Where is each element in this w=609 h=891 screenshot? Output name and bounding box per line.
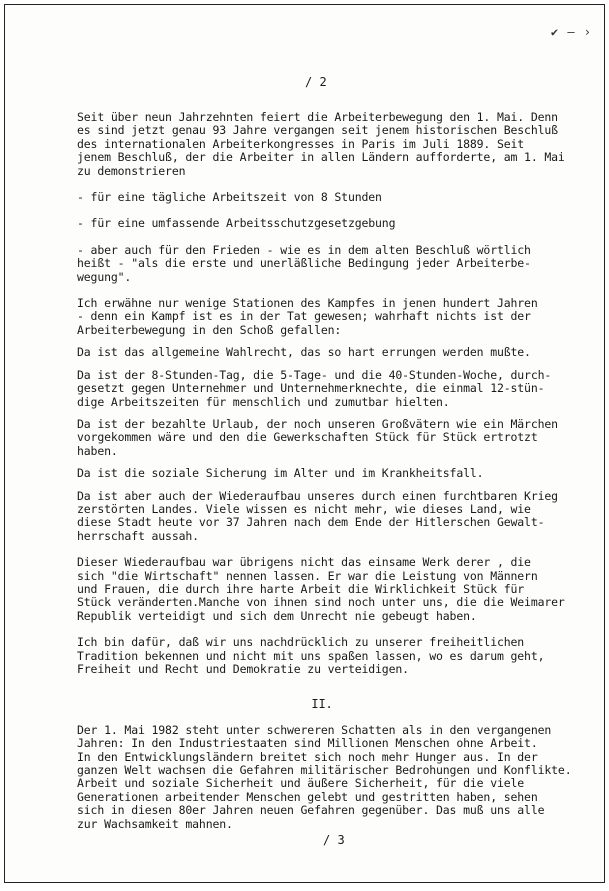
paragraph: Da ist die soziale Sicherung im Alter und im Krankheitsfall. <box>77 466 484 481</box>
paragraph: Da ist der bezahlte Urlaub, der noch unseren Großvätern wie ein Märchen vorgekommen wäre und den die Gewerkschaften Stück für Stück ertrotzt haben. <box>77 416 558 458</box>
corner-handwritten-mark: ✔ — › <box>550 25 592 39</box>
page-number: / 2 <box>305 75 327 89</box>
next-page-number: / 3 <box>323 833 345 847</box>
document-body <box>77 111 607 840</box>
paragraph: Da ist der 8-Stunden-Tag, die 5-Tage- und die 40-Stunden-Woche, durch- gesetzt gegen Unternehmer und Unternehmerknechte, die einmal 12-stün- dige Arbeitszeiten für menschlich und zumutbar hielten. <box>77 367 552 409</box>
document-page <box>4 4 605 883</box>
paragraph: Ich bin dafür, daß wir uns nachdrücklich zu unserer freiheitlichen Tradition bekennen und nicht mit uns spaßen lassen, wo es darum geht, Freiheit und Recht und Demokratie zu verteidigen. <box>77 635 545 676</box>
paragraph: Ich erwähne nur wenige Stationen des Kampfes in jenen hundert Jahren - denn ein Kampf ist es in der Tat gewesen; wahrhaft nichts ist der Arbeiterbewegung in den Schoß gefallen: <box>77 296 538 337</box>
paragraph: Da ist aber auch der Wiederaufbau unseres durch einen furchtbaren Krieg zerstörten Landes. Viele wissen es nicht mehr, wie dieses Land, wie diese Stadt heute vor 37 Jahren nach dem Ende der Hitlerschen Gewalt- herrschaft aussah. <box>77 488 558 543</box>
paragraph-intro: Seit über neun Jahrzehnten feiert die Arbeiterbewegung den 1. Mai. Denn es sind jetzt genau 93 Jahre vergangen seit jenem historischen Beschluß des internationalen Arbeiterkongresses in Paris im Juli 1889. Seit jenem Beschluß, der die Arbeiter in allen Ländern aufforderte, am 1. Mai zu demonstrieren <box>77 110 565 178</box>
paragraph: Der 1. Mai 1982 steht unter schwereren Schatten als in den vergangenen Jahren: In den Industriestaaten sind Millionen Menschen ohne Arbeit. In den Entwicklungsländern breitet sich noch mehr Hunger aus. In der ganzen Welt wachsen die Gefahren militärischer Bedrohungen und Konflikte. Arbeit und soziale Sicherheit und äußere Sicherheit, für die viele Generationen arbeitender Menschen gelebt und gestritten haben, sehen sich in diesen 80er Jahren neuen Gefahren gegenüber. Das muß uns alle zur Wachsamkeit mahnen. <box>77 722 572 831</box>
paragraph: Dieser Wiederaufbau war übrigens nicht das einsame Werk derer , die sich "die Wirtschaft" nennen lassen. Er war die Leistung von Männern und Frauen, die durch ihre harte Arbeit die Wirklichkeit Stück für Stück veränderten.Manche von ihnen sind noch unter uns, die die Weimarer Republik verteidigt und sich dem Unrecht nie gebeugt haben. <box>77 555 565 623</box>
section-heading: II. <box>311 697 333 712</box>
paragraph: Da ist das allgemeine Wahlrecht, das so hart errungen werden mußte. <box>77 345 531 360</box>
bullet-item: - aber auch für den Frieden - wie es in dem alten Beschluß wörtlich heißt - "als die erste und unerläßliche Bedingung jeder Arbeiterbe- wegung". <box>77 242 531 284</box>
bullet-item: - für eine tägliche Arbeitszeit von 8 Stunden <box>77 190 382 205</box>
bullet-item: - für eine umfassende Arbeitsschutzgesetzgebung <box>77 216 396 231</box>
